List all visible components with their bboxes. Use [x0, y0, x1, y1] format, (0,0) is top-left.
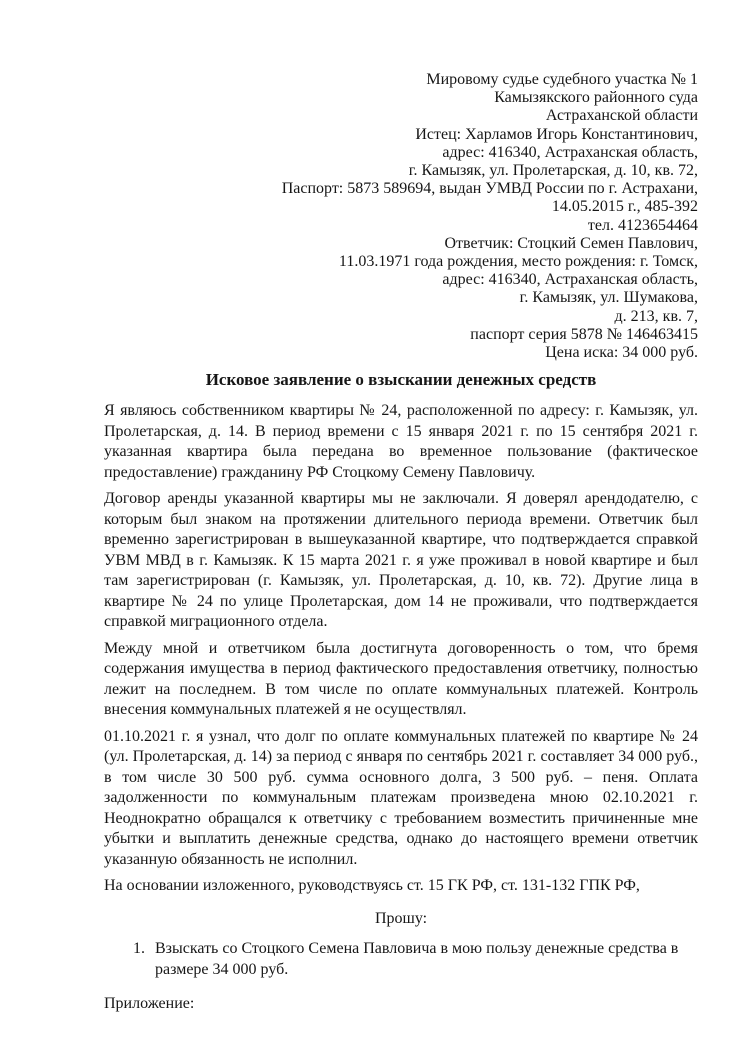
body-paragraph: 01.10.2021 г. я узнал, что долг по оплате коммунальных платежей по квартире № 24 (ул. Пролетарская, д. 14) за период с января по сентябрь 2021 г. составляет 34 000 руб., в том числе 30 500 руб. сумма основного долга, 3 500 руб. – пеня. Оплата задолженности по коммунальным платежам произведена мною 02.10.2021 г. Неоднократно обращался к ответчику с требованием возместить причиненные мне убытки и выплатить денежные средства, однако до настоящего времени ответчик указанную обязанность не исполнил. — [104, 727, 698, 868]
document-body — [104, 401, 698, 870]
header-line: Мировому судье судебного участка № 1 — [426, 71, 698, 88]
body-paragraph: Между мной и ответчиком была достигнута договоренность о том, что бремя содержания имущества в период фактического предоставления ответчику, полностью лежит на последнем. В том числе по оплате коммунальных платежей. Контроль внесения коммунальных платежей я не осуществлял. — [104, 639, 698, 719]
header-line: тел. 4123654464 — [587, 216, 698, 234]
request-list — [104, 939, 698, 980]
header-line: д. 213, кв. 7, — [614, 307, 698, 325]
request-heading: Прошу: — [374, 909, 428, 927]
header-line: паспорт серия 5878 № 146463415 — [470, 325, 698, 343]
header-line: Камызякского районного суда — [494, 89, 698, 107]
header-line: Паспорт: 5873 589694, выдан УМВД России по г. Астрахани, — [281, 180, 698, 198]
court-header-block — [104, 71, 698, 362]
header-line: Ответчик: Стоцкий Семен Павлович, — [444, 234, 698, 252]
header-line: адрес: 416340, Астраханская область, — [442, 271, 698, 289]
body-paragraph: Договор аренды указанной квартиры мы не заключали. Я доверял арендодателю, с которым был знаком на протяжении длительного периода времени. Ответчик был временно зарегистрирован в вышеуказанной квартире, что подтверждается справкой УВМ МВД в г. Камызяк. К 15 марта 2021 г. я уже проживал в новой квартире и был там зарегистрирован (г. Камызяк, ул. Пролетарская, д. 10, кв. 72). Другие лица в квартире № 24 по улице Пролетарская, дом 14 не проживали, что подтверждается справкой миграционного отдела. — [104, 490, 698, 631]
legal-basis-line: На основании изложенного, руководствуясь ст. 15 ГК РФ, ст. 131-132 ГПК РФ, — [104, 877, 640, 895]
header-line: 11.03.1971 года рождения, место рождения: г. Томск, — [338, 253, 698, 271]
header-line: адрес: 416340, Астраханская область, — [442, 143, 698, 161]
body-paragraph: Я являюсь собственником квартиры № 24, расположенной по адресу: г. Камызяк, ул. Пролетарская, д. 14. В период времени с 15 января 2021 г. по 15 сентября 2021 г. указанная квартира была передана во временное пользование (фактическое предоставление) гражданину РФ Стоцкому Семену Павловичу. — [104, 402, 698, 481]
document-title: Исковое заявление о взыскании денежных средств — [205, 370, 597, 390]
header-line: Астраханской области — [545, 107, 698, 125]
request-item — [133, 939, 698, 980]
header-line: Цена иска: 34 000 руб. — [545, 344, 698, 362]
attachments-heading: Приложение: — [104, 995, 195, 1013]
header-line: г. Камызяк, ул. Пролетарская, д. 10, кв. 72, — [408, 162, 698, 180]
header-line: Истец: Харламов Игорь Константинович, — [415, 125, 698, 143]
request-text: Взыскать со Стоцкого Семена Павловича в мою пользу денежные средства в размере 34 000 руб. — [155, 940, 679, 978]
header-line: 14.05.2015 г., 485-392 — [551, 198, 698, 216]
request-number: 1. — [133, 940, 145, 958]
header-line: г. Камызяк, ул. Шумакова, — [519, 289, 698, 307]
